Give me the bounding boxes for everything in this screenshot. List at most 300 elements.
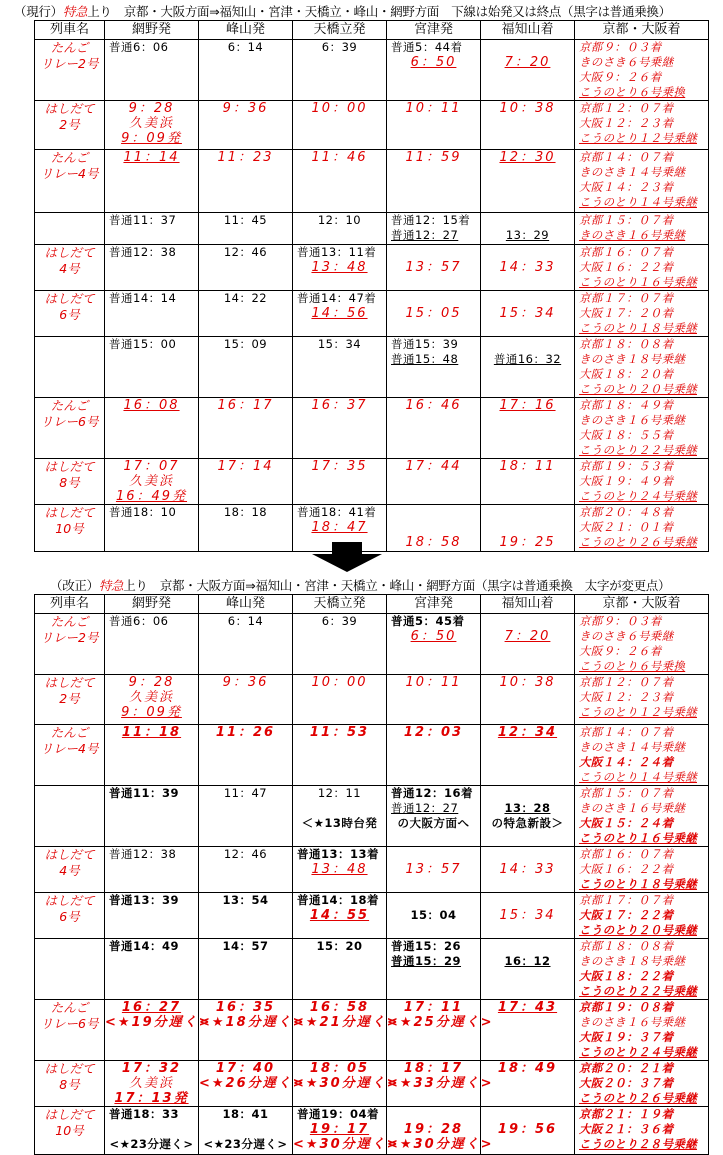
time-cell bbox=[293, 398, 387, 459]
arrival-cell bbox=[575, 101, 709, 150]
column-header: 網野発 bbox=[105, 595, 199, 614]
time-line: 19：17 bbox=[309, 1122, 370, 1137]
time-cell bbox=[105, 291, 199, 337]
time-line: 16：58 bbox=[309, 1000, 370, 1015]
time-line: 13：57 bbox=[405, 862, 462, 877]
arrival-line: 京都１６：０７着 bbox=[579, 245, 674, 259]
column-header: 峰山発 bbox=[199, 595, 293, 614]
time-cell bbox=[199, 939, 293, 1000]
train-name: たんご bbox=[50, 1000, 89, 1015]
arrival-line: こうのとり１８号乗継 bbox=[579, 321, 697, 335]
time-cell bbox=[199, 101, 293, 150]
time-line: 16：12 bbox=[504, 954, 551, 968]
time-line: 普通14：47着 bbox=[297, 291, 377, 305]
time-line: 17：11 bbox=[403, 1000, 464, 1015]
time-cell bbox=[293, 459, 387, 505]
table-row bbox=[35, 725, 709, 786]
current-heading bbox=[14, 2, 671, 20]
time-line: 6：14 bbox=[227, 40, 264, 54]
train-name-cell bbox=[35, 40, 105, 101]
table-row bbox=[35, 614, 709, 675]
train-name: リレー4号 bbox=[40, 166, 99, 181]
arrival-line: 大阪２１：０１着 bbox=[579, 520, 674, 534]
train-name-cell bbox=[35, 786, 105, 847]
train-name: 8号 bbox=[59, 475, 80, 490]
arrival-line: きのさき１６号乗継 bbox=[579, 1015, 686, 1029]
time-line: 普通13：13着 bbox=[297, 847, 380, 861]
arrival-line: きのさき１８号乗継 bbox=[579, 352, 686, 366]
time-cell bbox=[481, 213, 575, 245]
time-cell bbox=[387, 1061, 494, 1107]
time-cell bbox=[387, 101, 481, 150]
revised-heading bbox=[50, 576, 670, 594]
time-cell bbox=[199, 675, 293, 725]
time-line: 12：11 bbox=[317, 786, 362, 800]
time-line bbox=[481, 893, 574, 908]
time-cell bbox=[199, 1107, 293, 1155]
time-line bbox=[481, 291, 574, 306]
time-cell bbox=[387, 291, 481, 337]
time-cell bbox=[199, 893, 293, 939]
time-line: 普通11：37 bbox=[109, 213, 177, 227]
arrival-cell bbox=[575, 614, 709, 675]
time-cell bbox=[199, 337, 293, 398]
time-line: 15：09 bbox=[223, 337, 268, 351]
time-cell bbox=[293, 786, 387, 847]
time-cell bbox=[105, 505, 199, 552]
arrival-line: 京都１６：０７着 bbox=[579, 847, 674, 861]
arrival-line: こうのとり２４号乗継 bbox=[579, 1045, 697, 1059]
table-row bbox=[35, 1061, 709, 1107]
time-line: 13：54 bbox=[222, 893, 269, 907]
time-line: 普通12：38 bbox=[109, 245, 177, 259]
time-cell bbox=[481, 459, 575, 505]
time-line: 11：45 bbox=[223, 213, 268, 227]
arrival-line: 大阪２１：３６着 bbox=[579, 1122, 674, 1136]
train-name-cell bbox=[35, 337, 105, 398]
time-cell bbox=[105, 101, 199, 150]
current-express-label: 特急 bbox=[62, 4, 88, 19]
time-line: ＜★13時台発 bbox=[301, 816, 378, 830]
time-line: 13：57 bbox=[405, 260, 462, 275]
time-line: 9：28 bbox=[128, 675, 175, 690]
arrival-cell bbox=[575, 398, 709, 459]
arrival-line: 大阪１８：２０着 bbox=[579, 367, 674, 381]
time-line: 普通13：39 bbox=[109, 893, 180, 907]
time-cell bbox=[293, 725, 387, 786]
time-line: 久美浜 bbox=[128, 474, 174, 489]
time-cell bbox=[105, 1061, 199, 1107]
arrival-line: こうのとり１４号乗継 bbox=[579, 770, 697, 784]
time-line: 11：47 bbox=[223, 786, 268, 800]
arrival-line: こうのとり２２号乗継 bbox=[579, 984, 697, 998]
arrival-line: 大阪９：２６着 bbox=[579, 644, 662, 658]
time-cell bbox=[105, 398, 199, 459]
table-row bbox=[35, 786, 709, 847]
current-title: 上り 京都・大阪方面⇒福知山・宮津・天橋立・峰山・網野方面 下線は始発又は終点（黒字は普通乗換） bbox=[87, 4, 671, 19]
arrival-cell bbox=[575, 939, 709, 1000]
time-line: 16：37 bbox=[311, 398, 368, 413]
arrival-line: 大阪１５：２４着 bbox=[579, 816, 674, 830]
current-label: （現行） bbox=[14, 4, 63, 19]
time-cell bbox=[293, 245, 387, 291]
time-cell bbox=[481, 893, 575, 939]
time-line: 12：34 bbox=[497, 725, 558, 740]
arrival-line: きのさき１４号乗継 bbox=[579, 740, 686, 754]
time-cell bbox=[293, 939, 387, 1000]
time-line: 17：32 bbox=[121, 1061, 182, 1076]
time-line: 6：39 bbox=[321, 40, 358, 54]
time-line: 7：20 bbox=[504, 55, 551, 70]
time-line: 普通6：06 bbox=[109, 614, 169, 628]
time-cell bbox=[481, 337, 575, 398]
time-line: <★25分遅く> bbox=[387, 1015, 494, 1030]
time-line: 15：04 bbox=[410, 908, 457, 922]
table-row bbox=[35, 291, 709, 337]
time-cell bbox=[387, 786, 481, 847]
time-cell bbox=[481, 847, 575, 893]
time-cell bbox=[481, 505, 575, 552]
table-row bbox=[35, 1107, 709, 1155]
arrival-cell bbox=[575, 213, 709, 245]
arrival-line: こうのとり１２号乗継 bbox=[579, 131, 697, 145]
time-cell bbox=[387, 675, 481, 725]
time-cell bbox=[481, 101, 575, 150]
time-line: 12：10 bbox=[317, 213, 362, 227]
train-name: たんご bbox=[50, 40, 89, 55]
arrival-line: きのさき６号乗継 bbox=[579, 629, 674, 643]
arrival-cell bbox=[575, 245, 709, 291]
time-cell bbox=[481, 786, 575, 847]
time-line bbox=[481, 337, 574, 352]
time-cell bbox=[293, 893, 387, 939]
time-cell bbox=[481, 675, 575, 725]
revised-timetable bbox=[34, 594, 709, 1155]
column-header: 福知山着 bbox=[481, 595, 575, 614]
table-row bbox=[35, 245, 709, 291]
time-line: 19：28 bbox=[403, 1122, 464, 1137]
table-row bbox=[35, 847, 709, 893]
train-name-cell bbox=[35, 893, 105, 939]
time-line bbox=[481, 786, 574, 801]
time-line bbox=[105, 1122, 198, 1137]
train-name: 6号 bbox=[59, 307, 80, 322]
column-header: 天橋立発 bbox=[293, 21, 387, 40]
time-cell bbox=[199, 614, 293, 675]
time-cell bbox=[105, 675, 199, 725]
time-line: 17：35 bbox=[311, 459, 368, 474]
train-name: 4号 bbox=[59, 863, 80, 878]
arrival-line: 大阪２０：３７着 bbox=[579, 1076, 674, 1090]
time-line: <★23分遅く> bbox=[109, 1137, 194, 1151]
time-line bbox=[387, 893, 480, 908]
time-line: <★33分遅く> bbox=[387, 1076, 494, 1091]
time-cell bbox=[293, 1107, 400, 1155]
train-name: たんご bbox=[50, 614, 89, 629]
train-name: リレー2号 bbox=[40, 630, 99, 645]
time-line: 6：39 bbox=[321, 614, 358, 628]
arrival-cell bbox=[575, 675, 709, 725]
train-name: はしだて bbox=[44, 459, 95, 474]
time-line bbox=[387, 520, 480, 535]
time-cell bbox=[293, 291, 387, 337]
column-header: 宮津発 bbox=[387, 21, 481, 40]
arrival-line: きのさき１８号乗継 bbox=[579, 954, 686, 968]
time-line: <★30分遅く> bbox=[293, 1076, 400, 1091]
time-line: 6：50 bbox=[410, 629, 457, 644]
time-line: 11：59 bbox=[405, 150, 462, 165]
time-line: 12：30 bbox=[499, 150, 556, 165]
time-line: 6：14 bbox=[227, 614, 264, 628]
column-header: 京都・大阪着 bbox=[575, 21, 709, 40]
time-cell bbox=[293, 101, 387, 150]
time-line: 10：11 bbox=[405, 675, 462, 690]
arrival-line: 京都２０：２１着 bbox=[579, 1061, 674, 1075]
time-cell bbox=[293, 847, 387, 893]
train-name: はしだて bbox=[44, 847, 95, 862]
time-line: 14：55 bbox=[309, 908, 370, 923]
time-cell bbox=[387, 40, 481, 101]
train-name: 10号 bbox=[55, 1123, 84, 1138]
time-cell bbox=[293, 614, 387, 675]
time-line: 16：35 bbox=[215, 1000, 276, 1015]
arrival-line: 京都１９：０８着 bbox=[579, 1000, 674, 1014]
time-line: 10：00 bbox=[311, 675, 368, 690]
time-cell bbox=[105, 40, 199, 101]
time-cell bbox=[387, 614, 481, 675]
time-cell bbox=[293, 1000, 400, 1061]
time-line: 13：28 bbox=[504, 801, 551, 815]
time-line: 16：27 bbox=[121, 1000, 182, 1015]
time-line: 11：14 bbox=[123, 150, 180, 165]
time-line: 18：11 bbox=[499, 459, 556, 474]
time-line: 普通12：15着 bbox=[391, 213, 471, 227]
table-row bbox=[35, 150, 709, 213]
arrival-line: こうのとり２６号乗継 bbox=[579, 1091, 697, 1105]
time-line: <★18分遅く> bbox=[199, 1015, 306, 1030]
arrival-line: 京都１５：０７着 bbox=[579, 213, 674, 227]
time-line: 17：43 bbox=[497, 1000, 558, 1015]
time-cell bbox=[481, 291, 575, 337]
train-name: たんご bbox=[50, 725, 89, 740]
header-row bbox=[35, 595, 709, 614]
time-cell bbox=[199, 725, 293, 786]
time-line: 12：03 bbox=[403, 725, 464, 740]
arrival-line: 京都２１：１９着 bbox=[579, 1107, 674, 1121]
time-line bbox=[481, 1107, 574, 1122]
arrival-cell bbox=[575, 459, 709, 505]
time-line: 13：48 bbox=[311, 862, 368, 877]
time-line: 14：33 bbox=[499, 862, 556, 877]
time-cell bbox=[387, 847, 481, 893]
time-line: 16：46 bbox=[405, 398, 462, 413]
arrival-line: こうのとり２２号乗継 bbox=[579, 443, 697, 457]
arrival-line: こうのとり１６号乗継 bbox=[579, 275, 697, 289]
arrival-line: きのさき１６号乗継 bbox=[579, 801, 686, 815]
arrival-line: 大阪１７：２０着 bbox=[579, 306, 674, 320]
table-row bbox=[35, 939, 709, 1000]
time-cell bbox=[387, 213, 481, 245]
time-cell bbox=[387, 939, 481, 1000]
time-cell bbox=[199, 213, 293, 245]
arrival-line: こうのとり１２号乗継 bbox=[579, 705, 697, 719]
time-line bbox=[199, 1122, 292, 1137]
arrival-line: 大阪１７：２２着 bbox=[579, 908, 674, 922]
train-name: はしだて bbox=[44, 1107, 95, 1122]
time-cell bbox=[387, 505, 481, 552]
arrival-line: 京都１４：０７着 bbox=[579, 725, 674, 739]
train-name: 6号 bbox=[59, 909, 80, 924]
time-line: 13：29 bbox=[505, 228, 550, 242]
time-line: 11：53 bbox=[309, 725, 370, 740]
train-name: 2号 bbox=[59, 117, 80, 132]
down-arrow-icon bbox=[312, 542, 382, 572]
arrival-line: 京都１４：０７着 bbox=[579, 150, 674, 164]
time-line: 普通14：49 bbox=[109, 939, 180, 953]
column-header: 峰山発 bbox=[199, 21, 293, 40]
time-line: 15：34 bbox=[499, 908, 556, 923]
time-cell bbox=[481, 1000, 575, 1061]
arrival-line: 大阪１９：４９着 bbox=[579, 474, 674, 488]
arrival-line: きのさき１６号乗継 bbox=[579, 228, 686, 242]
time-line: 10：11 bbox=[405, 101, 462, 116]
time-line: 普通12：27 bbox=[391, 801, 459, 815]
time-cell bbox=[199, 505, 293, 552]
time-line: 11：46 bbox=[311, 150, 368, 165]
time-line: 9：09発 bbox=[121, 131, 182, 146]
time-line: 15：34 bbox=[317, 337, 362, 351]
time-line bbox=[481, 614, 574, 629]
train-name-cell bbox=[35, 150, 105, 213]
train-name: たんご bbox=[50, 398, 89, 413]
time-cell bbox=[481, 1107, 575, 1155]
arrival-cell bbox=[575, 291, 709, 337]
time-line: 普通12：16着 bbox=[391, 786, 474, 800]
time-cell bbox=[387, 459, 481, 505]
arrival-line: 大阪１８：５５着 bbox=[579, 428, 674, 442]
time-line: 17：14 bbox=[217, 459, 274, 474]
table-row bbox=[35, 101, 709, 150]
time-line: 11：23 bbox=[217, 150, 274, 165]
train-name-cell bbox=[35, 245, 105, 291]
time-cell bbox=[387, 337, 481, 398]
time-line: 18：49 bbox=[497, 1061, 558, 1076]
column-header: 天橋立発 bbox=[293, 595, 387, 614]
arrival-line: こうのとり２０号乗継 bbox=[579, 382, 697, 396]
time-line: <★30分遅く> bbox=[387, 1137, 494, 1152]
time-line: <★21分遅く> bbox=[293, 1015, 400, 1030]
time-line: 12：46 bbox=[223, 245, 268, 259]
arrival-cell bbox=[575, 40, 709, 101]
train-name: 8号 bbox=[59, 1077, 80, 1092]
time-line: <★19分遅く> bbox=[105, 1015, 212, 1030]
arrival-line: 京都１５：０７着 bbox=[579, 786, 674, 800]
time-cell bbox=[481, 150, 575, 213]
arrival-line: 大阪９：２６着 bbox=[579, 70, 662, 84]
train-name-cell bbox=[35, 847, 105, 893]
arrival-line: こうのとり６号乗換 bbox=[579, 659, 686, 673]
time-cell bbox=[387, 1107, 494, 1155]
time-cell bbox=[481, 1061, 575, 1107]
arrival-line: 京都１８：０８着 bbox=[579, 939, 674, 953]
table-row bbox=[35, 893, 709, 939]
arrival-line: 大阪１８：２２着 bbox=[579, 969, 674, 983]
table-row bbox=[35, 459, 709, 505]
time-line: 10：00 bbox=[311, 101, 368, 116]
time-line: 12：46 bbox=[223, 847, 268, 861]
revised-title: 上り 京都・大阪方面⇒福知山・宮津・天橋立・峰山・網野方面（黒字は普通乗換 太字が変更点） bbox=[123, 578, 671, 593]
time-line: 16：49発 bbox=[115, 489, 188, 504]
arrival-line: 大阪１２：２３着 bbox=[579, 116, 674, 130]
time-cell bbox=[387, 725, 481, 786]
time-line: 17：13発 bbox=[114, 1091, 189, 1106]
time-cell bbox=[481, 939, 575, 1000]
time-cell bbox=[105, 786, 199, 847]
time-line: 9：36 bbox=[222, 675, 269, 690]
time-cell bbox=[387, 398, 481, 459]
time-line: 普通5：45着 bbox=[391, 614, 465, 628]
time-line: 普通15：39 bbox=[391, 337, 459, 351]
arrival-line: 大阪１４：２３着 bbox=[579, 180, 674, 194]
time-line bbox=[387, 1107, 480, 1122]
time-cell bbox=[105, 213, 199, 245]
arrival-line: 京都２０：４８着 bbox=[579, 505, 674, 519]
time-line: 普通18：41着 bbox=[297, 505, 377, 519]
time-line bbox=[481, 245, 574, 260]
time-line: 普通12：38 bbox=[109, 847, 177, 861]
table-row bbox=[35, 1000, 709, 1061]
train-name-cell bbox=[35, 505, 105, 552]
time-cell bbox=[199, 398, 293, 459]
time-cell bbox=[199, 459, 293, 505]
time-line: 普通18：33 bbox=[109, 1107, 180, 1121]
time-line: <★23分遅く> bbox=[203, 1137, 288, 1151]
table-row bbox=[35, 398, 709, 459]
time-line: 17：44 bbox=[405, 459, 462, 474]
arrival-line: 京都１８：４９着 bbox=[579, 398, 674, 412]
column-header: 網野発 bbox=[105, 21, 199, 40]
time-cell bbox=[199, 245, 293, 291]
time-line bbox=[481, 505, 574, 520]
train-name-cell bbox=[35, 1000, 105, 1061]
train-name: 4号 bbox=[59, 261, 80, 276]
time-line: 11：26 bbox=[215, 725, 276, 740]
time-line: 普通18：10 bbox=[109, 505, 177, 519]
column-header: 列車名 bbox=[35, 595, 105, 614]
train-name-cell bbox=[35, 675, 105, 725]
time-line bbox=[481, 847, 574, 862]
time-cell bbox=[199, 1000, 306, 1061]
time-line: 10：38 bbox=[499, 675, 556, 690]
time-line: 19：56 bbox=[497, 1122, 558, 1137]
time-line: 9：36 bbox=[222, 101, 269, 116]
time-line bbox=[481, 40, 574, 55]
time-cell bbox=[105, 459, 199, 505]
time-cell bbox=[293, 213, 387, 245]
time-cell bbox=[293, 337, 387, 398]
arrival-line: こうのとり６号乗換 bbox=[579, 85, 686, 99]
time-line: 普通14：18着 bbox=[297, 893, 380, 907]
time-line: 15：34 bbox=[499, 306, 556, 321]
arrival-cell bbox=[575, 893, 709, 939]
time-line: 17：07 bbox=[123, 459, 180, 474]
time-line: の大阪方面へ bbox=[397, 816, 470, 830]
time-line: 10：38 bbox=[499, 101, 556, 116]
arrival-line: 大阪１６：２２着 bbox=[579, 862, 674, 876]
time-line: 7：20 bbox=[504, 629, 551, 644]
train-name-cell bbox=[35, 725, 105, 786]
time-line bbox=[293, 801, 386, 816]
